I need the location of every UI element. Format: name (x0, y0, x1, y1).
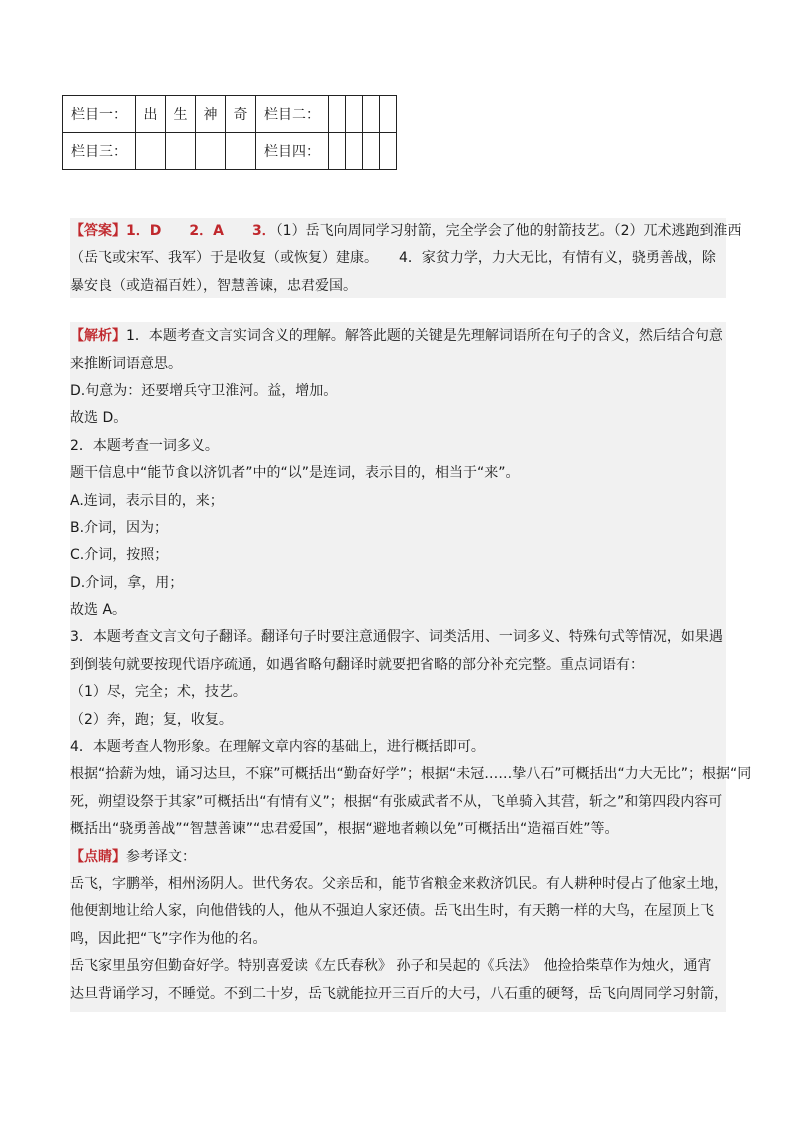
analysis-line: 来推断词语意思。 (70, 355, 182, 372)
column-1-char: 生 (166, 96, 196, 133)
analysis-line: 2．本题考查一词多义。 (70, 437, 219, 454)
translation-line: 岳飞家里虽穷但勤奋好学。特别喜爱读《左氏春秋》 孙子和吴起的《兵法》 他捡拾柴草作为烛火，通宵 (70, 958, 712, 975)
analysis-tag: 【解析】 (70, 328, 126, 345)
analysis-line: A.连词，表示目的，来； (70, 492, 224, 509)
answer-tag: 【答案】 (70, 223, 126, 239)
table-row (63, 133, 397, 170)
column-2-cell (380, 96, 397, 133)
column-3-cell (166, 133, 196, 170)
column-1-char: 出 (136, 96, 166, 133)
analysis-line: D.介词，拿，用； (70, 574, 184, 591)
column-2-cell (363, 96, 380, 133)
analysis-line: 根据“拾薪为烛，诵习达旦，不寐”可概括出“勤奋好学”；根据“未冠……挚八石”可概括出“力大无比”；根据“同 (70, 766, 752, 783)
answer-text: 1．D 2．A 3． (126, 223, 276, 239)
analysis-line: （2）奔，跑；复，收复。 (70, 711, 233, 728)
answer-line: 暴安良（或造福百姓），智慧善谏，忠君爱国。 (70, 277, 357, 294)
analysis-line: 故选 D。 (70, 410, 128, 427)
analysis-text: 1．本题考查文言实词含义的理解。解答此题的关键是先理解词语所在句子的含义，然后结合句意 (126, 328, 723, 345)
column-4-cell (363, 133, 380, 170)
table-row (63, 96, 397, 133)
analysis-line: 到倒装句就要按现代语序疏通，如遇省略句翻译时就要把省略的部分补充完整。重点词语有： (70, 656, 644, 673)
column-2-cell (329, 96, 346, 133)
column-3-cell (196, 133, 226, 170)
analysis-line: 死，朔望设祭于其家”可概括出“有情有义”；根据“有张威武者不从，飞单骑入其营，斩之”和第四段内容可 (70, 793, 723, 810)
translation-line: 岳飞，字鹏举，相州汤阴人。世代务农。父亲岳和，能节省粮金来救济饥民。有人耕种时侵占了他家土地， (70, 875, 728, 892)
column-1-char: 神 (196, 96, 226, 133)
analysis-line: D.句意为：还要增兵守卫淮河。益，增加。 (70, 382, 338, 399)
column-4-cell (329, 133, 346, 170)
answer-analysis-content (70, 218, 752, 1008)
points-title: 参考译文： (126, 848, 196, 865)
points-tag: 【点睛】 (70, 848, 126, 865)
column-4-label: 栏目四： (256, 133, 329, 170)
column-1-char: 奇 (226, 96, 256, 133)
analysis-line: B.介词，因为； (70, 519, 169, 536)
column-2-label: 栏目二： (256, 96, 329, 133)
analysis-line: 3．本题考查文言文句子翻译。翻译句子时要注意通假字、词类活用、一词多义、特殊句式等情况，如果遇 (70, 629, 723, 646)
translation-line: 鸣，因此把“飞”字作为他的名。 (70, 930, 267, 947)
analysis-line: 故选 A。 (70, 602, 127, 619)
analysis-line: （1）尽，完全；术，技艺。 (70, 684, 247, 701)
answer-line: （岳飞或宋军、我军）于是收复（或恢复）建康。 4．家贫力学，力大无比，有情有义，骁勇善战，除 (70, 250, 716, 267)
translation-line: 他便割地让给人家，向他借钱的人，他从不强迫人家还债。岳飞出生时，有天鹅一样的大鸟，在屋顶上飞 (70, 903, 714, 920)
translation-line: 达旦背诵学习，不睡觉。不到二十岁，岳飞就能拉开三百斤的大弓，八石重的硬弩，岳飞向周同学习射箭， (70, 985, 728, 1002)
column-4-cell (380, 133, 397, 170)
points-line (70, 844, 726, 871)
column-3-cell (226, 133, 256, 170)
column-3-cell (136, 133, 166, 170)
answer-line (70, 218, 742, 245)
analysis-line: C.介词，按照； (70, 547, 169, 564)
analysis-line (70, 323, 726, 350)
column-1-label: 栏目一： (63, 96, 136, 133)
analysis-line: 概括出“骁勇善战”“智慧善谏”“忠君爱国”，根据“避地者赖以免”可概括出“造福百姓”等。 (70, 821, 619, 838)
analysis-line: 4．本题考查人物形象。在理解文章内容的基础上，进行概括即可。 (70, 739, 485, 756)
column-2-cell (346, 96, 363, 133)
column-4-cell (346, 133, 363, 170)
column-table (62, 95, 397, 170)
answer-text: （1）岳飞向周同学习射箭，完全学会了他的射箭技艺。（2）兀术逃跑到淮西 (275, 223, 742, 239)
analysis-line: 题干信息中“能节食以济饥者”中的“以”是连词，表示目的，相当于“来”。 (70, 465, 520, 482)
column-3-label: 栏目三： (63, 133, 136, 170)
